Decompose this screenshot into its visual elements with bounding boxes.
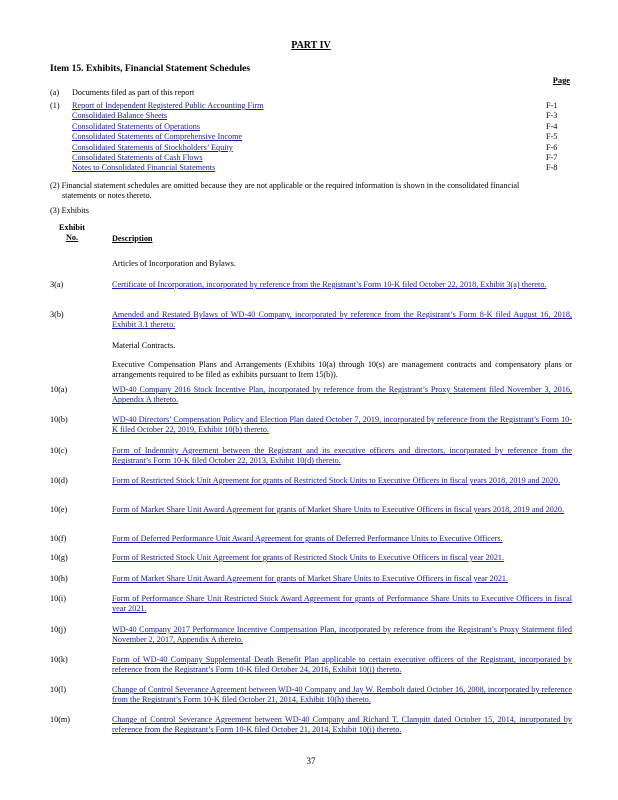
exhibit-link[interactable]: Form of Performance Share Unit Restricted Stock Award Agreement for grants of Performance Share Units to Executive Officers in fiscal year 2021. (112, 594, 572, 614)
page-column-header: Page (552, 76, 570, 85)
exhibit-link[interactable]: WD-40 Company 2017 Performance Incentive Compensation Plan, incorporated by reference from the Registrant’s Proxy Statement filed November 2, 2017, Appendix A thereto. (112, 625, 572, 645)
schedules-note-line-2: statements or notes thereto. (62, 191, 152, 201)
page-ref: F-7 (546, 152, 558, 162)
exhibit-number: 10(h) (50, 574, 68, 583)
exhibit-number: 10(c) (50, 446, 68, 455)
financial-statement-link[interactable]: Consolidated Statements of Stockholders’ Equity (72, 142, 233, 152)
exhibit-link[interactable]: Form of Deferred Performance Unit Award Agreement for grants of Deferred Performance Units to Executive Officers. (112, 534, 503, 543)
exhibit-link[interactable]: Form of Market Share Unit Award Agreement for grants of Market Share Units to Executive Officers in fiscal year 2021. (112, 574, 509, 583)
exhibit-link[interactable]: Form of Restricted Stock Unit Agreement for grants of Restricted Stock Units to Executive Officers in fiscal years 2018, 2019 and 2020. (112, 476, 561, 485)
exhibit-link[interactable]: Form of WD-40 Company Supplemental Death Benefit Plan applicable to certain executive officers of the Registrant, incorporated by reference from the Registrant’s Form 10-K filed October 24, 2016, Exhibit 10(i) thereto. (112, 655, 572, 675)
financial-statement-link[interactable]: Consolidated Statements of Cash Flows (72, 152, 203, 162)
financial-statements-list (72, 101, 572, 174)
financial-statement-link[interactable]: Consolidated Balance Sheets (72, 111, 168, 121)
page-ref: F-3 (546, 111, 558, 121)
schedules-note (50, 181, 570, 202)
exhibit-number: 10(i) (50, 594, 66, 603)
exhibit-number: 3(a) (50, 280, 64, 289)
page-ref: F-1 (546, 101, 558, 110)
list-item (72, 143, 572, 153)
exhibit-link[interactable]: Change of Control Severance Agreement between WD-40 Company and Richard T. Clampitt dated October 15, 2014, incorporated by reference from the Registrant’s Form 10-K filed October 21, 2014, Exhibit 10(i) thereto. (112, 715, 572, 735)
list-item (72, 101, 572, 111)
exhibit-number: 3(b) (50, 310, 64, 319)
exhibit-header-label: Exhibit (59, 223, 85, 232)
page-ref: F-5 (546, 132, 558, 142)
financial-statement-link[interactable]: Consolidated Statements of Operations (72, 121, 201, 131)
exhibit-number: 10(f) (50, 534, 67, 543)
exhibit-number: 10(j) (50, 625, 66, 634)
exhibit-link[interactable]: Change of Control Severance Agreement between WD-40 Company and Jay W. Rembolt dated October 16, 2008, incorporated by reference from the Registrant’s Form 10-K filed October 21, 2014, Exhibit 10(h) thereto. (112, 685, 572, 705)
schedules-note-line-1: (2) Financial statement schedules are omitted because they are not applicable or the required information is shown in the consolidated financial (50, 181, 520, 190)
exhibit-number: 10(b) (50, 415, 68, 424)
list-item (72, 122, 572, 132)
description-header: Description (112, 234, 153, 243)
page-number: 37 (306, 756, 316, 766)
exhibit-number: 10(e) (50, 505, 68, 514)
material-contracts-heading: Material Contracts. (112, 341, 176, 350)
item-heading: Item 15. Exhibits, Financial Statement Schedules (50, 63, 251, 74)
list-item (72, 111, 572, 121)
financial-statement-link[interactable]: Report of Independent Registered Public Accounting Firm (72, 101, 264, 110)
exhibit-number: 10(m) (50, 715, 71, 724)
financial-statement-link[interactable]: Notes to Consolidated Financial Statements (72, 163, 216, 173)
exhibit-no-header (50, 223, 94, 244)
page-ref: F-6 (546, 142, 558, 152)
financial-statement-link[interactable]: Consolidated Statements of Comprehensive Income (72, 132, 243, 142)
exhibit-link[interactable]: WD-40 Company 2016 Stock Incentive Plan, incorporated by reference from the Registrant’s Proxy Statement filed November 3, 2016, Appendix A thereto. (112, 385, 572, 405)
page-ref: F-8 (546, 163, 558, 173)
exhibit-link[interactable]: Form of Indemnity Agreement between the Registrant and its executive officers and directors, incorporated by reference from the Registrant’s Form 10-K filed October 22, 2013, Exhibit 10(d) thereto. (112, 446, 572, 466)
exhibit-link[interactable]: Form of Market Share Unit Award Agreement for grants of Market Share Units to Executive Officers in fiscal years 2018, 2019 and 2020. (112, 505, 565, 514)
exhibit-number: 10(k) (50, 655, 68, 664)
list-item (72, 163, 572, 173)
documents-label: (a) (50, 88, 60, 97)
exhibit-number: 10(l) (50, 685, 66, 694)
list-item (72, 153, 572, 163)
exhibit-link[interactable]: Certificate of Incorporation, incorporated by reference from the Registrant’s Form 10-K filed October 22, 2018, Exhibit 3(a) thereto. (112, 280, 547, 289)
executive-compensation-note: Executive Compensation Plans and Arrangements (Exhibits 10(a) through 10(s) are management contracts and compensatory plans or arrangements required to be filed as exhibits pursuant to Item 15(b)). (112, 360, 572, 380)
page-ref: F-4 (546, 121, 558, 131)
list-item (72, 132, 572, 142)
exhibit-link[interactable]: Form of Restricted Stock Unit Agreement for grants of Restricted Stock Units to Executive Officers in fiscal year 2021. (112, 553, 505, 562)
exhibit-number: 10(d) (50, 476, 68, 485)
exhibit-link[interactable]: WD-40 Directors’ Compensation Policy and Election Plan dated October 7, 2019, incorporated by reference from the Registrant’s Form 10-K filed October 22, 2019, Exhibit 10(b) thereto. (112, 415, 572, 435)
exhibits-label: (3) Exhibits (50, 206, 89, 215)
page-title: PART IV (291, 40, 331, 51)
financials-list-label: (1) (50, 101, 60, 110)
articles-section-heading: Articles of Incorporation and Bylaws. (112, 259, 236, 268)
exhibit-number: 10(g) (50, 553, 68, 562)
documents-text: Documents filed as part of this report (72, 88, 195, 97)
no-header-label: No. (65, 233, 79, 243)
exhibit-number: 10(a) (50, 385, 68, 394)
exhibit-link[interactable]: Amended and Restated Bylaws of WD-40 Company, incorporated by reference from the Registrant’s Form 8-K filed August 16, 2018, Exhibit 3.1 thereto. (112, 310, 572, 330)
